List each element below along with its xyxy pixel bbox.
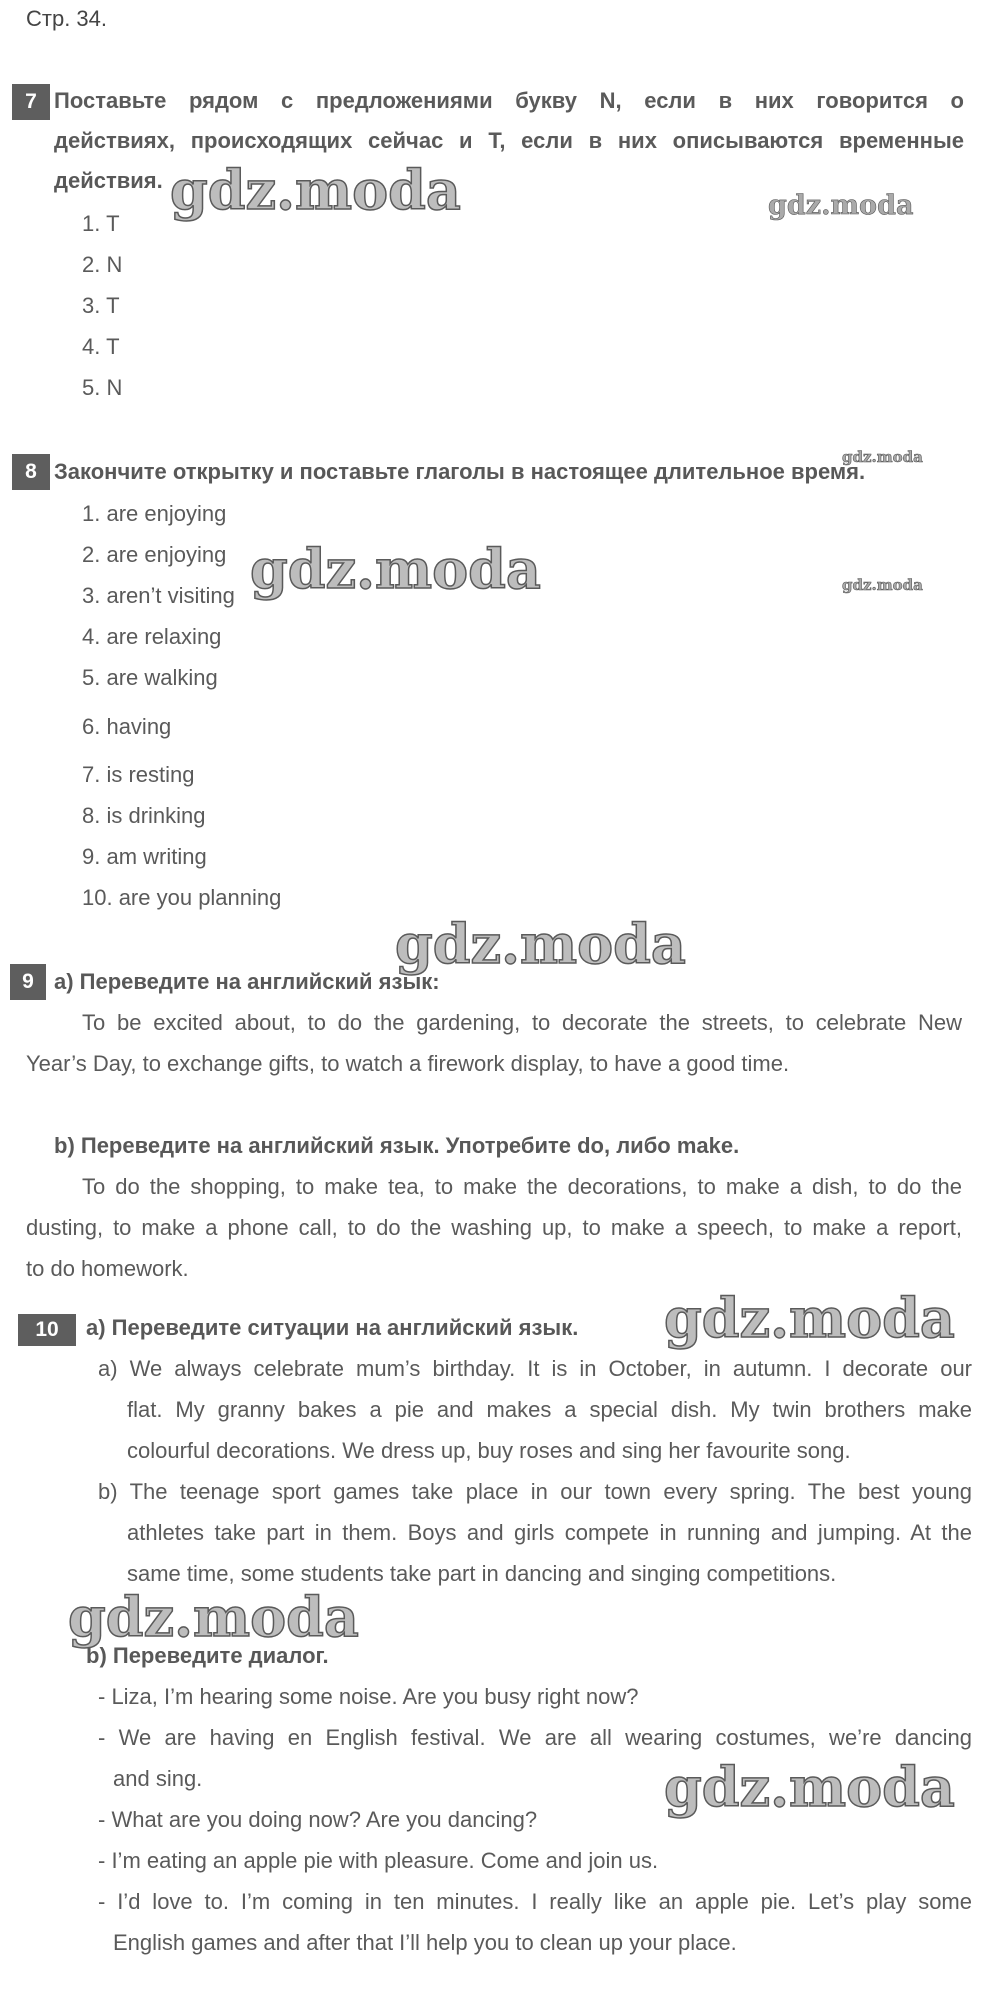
exercise-9b-line-3: to do homework. xyxy=(26,1256,189,1281)
exercise-8-answer: 2. are enjoying xyxy=(82,542,227,567)
dialog-line: - I’d love to. I’m coming in ten minutes. I really like an apple pie. Let’s play some xyxy=(98,1889,972,1914)
exercise-7-heading-line-2: действиях, происходящих сейчас и T, если в них описываются временные xyxy=(54,128,964,153)
exercise-7-answer: 5. N xyxy=(82,375,123,400)
dialog-line: - We are having en English festival. We are all wearing costumes, we’re dancing xyxy=(98,1725,972,1750)
exercise-7-badge: 7 xyxy=(12,84,50,120)
exercise-8-answer: 9. am writing xyxy=(82,844,207,869)
exercise-10b-heading: b) Переведите диалог. xyxy=(86,1643,329,1668)
exercise-9b-line-1: To do the shopping, to make tea, to make the decorations, to make a dish, to do the xyxy=(82,1174,962,1199)
exercise-9-badge: 9 xyxy=(10,964,46,1000)
exercise-8-answer: 7. is resting xyxy=(82,762,195,787)
exercise-8-answer: 8. is drinking xyxy=(82,803,206,828)
watermark: gdz.moda xyxy=(170,158,461,222)
exercise-9b-line-2: dusting, to make a phone call, to do the washing up, to make a speech, to make a report, xyxy=(26,1215,962,1240)
dialog-line-continued: and sing. xyxy=(113,1766,203,1791)
exercise-8-heading: Закончите открытку и поставьте глаголы в настоящее длительное время. xyxy=(54,459,866,484)
exercise-9a-line-1: To be excited about, to do the gardening, to decorate the streets, to celebrate New xyxy=(82,1010,962,1035)
exercise-8-answer: 6. having xyxy=(82,714,172,739)
situation-a-line-1: a) We always celebrate mum’s birthday. It is in October, in autumn. I decorate our xyxy=(98,1356,972,1381)
dialog-line: - I’m eating an apple pie with pleasure. Come and join us. xyxy=(98,1848,659,1873)
exercise-9b-heading: b) Переведите на английский язык. Употребите do, либо make. xyxy=(54,1133,740,1158)
situation-b-line-1: b) The teenage sport games take place in our town every spring. The best young xyxy=(98,1479,972,1504)
watermark: gdz.moda xyxy=(664,1286,955,1350)
exercise-8-answer: 1. are enjoying xyxy=(82,501,227,526)
watermark: gdz.moda xyxy=(768,190,914,221)
exercise-7-answer: 1. T xyxy=(82,211,120,236)
exercise-8-answer: 3. aren’t visiting xyxy=(82,583,235,608)
page-number: Стр. 34. xyxy=(26,6,108,31)
dialog-line: - Liza, I’m hearing some noise. Are you busy right now? xyxy=(98,1684,639,1709)
dialog-line-continued: English games and after that I’ll help you to clean up your place. xyxy=(113,1930,737,1955)
situation-a-line-2: flat. My granny bakes a pie and makes a special dish. My twin brothers make xyxy=(127,1397,972,1422)
watermark: gdz.moda xyxy=(842,448,923,466)
exercise-8-badge: 8 xyxy=(12,454,50,490)
watermark: gdz.moda xyxy=(664,1755,955,1819)
exercise-7-answer: 3. T xyxy=(82,293,120,318)
exercise-8-answer: 10. are you planning xyxy=(82,885,282,910)
exercise-10a-heading: a) Переведите ситуации на английский язык. xyxy=(86,1315,579,1340)
situation-b-line-2: athletes take part in them. Boys and girls compete in running and jumping. At the xyxy=(127,1520,972,1545)
exercise-9a-line-2: Year’s Day, to exchange gifts, to watch a firework display, to have a good time. xyxy=(26,1051,790,1076)
dialog-line: - What are you doing now? Are you dancing? xyxy=(98,1807,538,1832)
exercise-7-answer: 4. T xyxy=(82,334,120,359)
watermark: gdz.moda xyxy=(842,576,923,594)
situation-a-line-3: colourful decorations. We dress up, buy roses and sing her favourite song. xyxy=(127,1438,851,1463)
exercise-10-badge: 10 xyxy=(18,1314,76,1346)
watermark: gdz.moda xyxy=(395,912,686,976)
situation-b-line-3: same time, some students take part in dancing and singing competitions. xyxy=(127,1561,837,1586)
watermark: gdz.moda xyxy=(250,537,541,601)
watermark: gdz.moda xyxy=(68,1585,359,1649)
exercise-7-answer: 2. N xyxy=(82,252,123,277)
exercise-7-heading-line-3: действия. xyxy=(54,168,163,193)
exercise-8-answer: 4. are relaxing xyxy=(82,624,222,649)
exercise-8-answer: 5. are walking xyxy=(82,665,218,690)
exercise-9a-heading: a) Переведите на английский язык: xyxy=(54,969,440,994)
exercise-7-heading-line-1: Поставьте рядом с предложениями букву N, если в них говорится о xyxy=(54,88,964,113)
